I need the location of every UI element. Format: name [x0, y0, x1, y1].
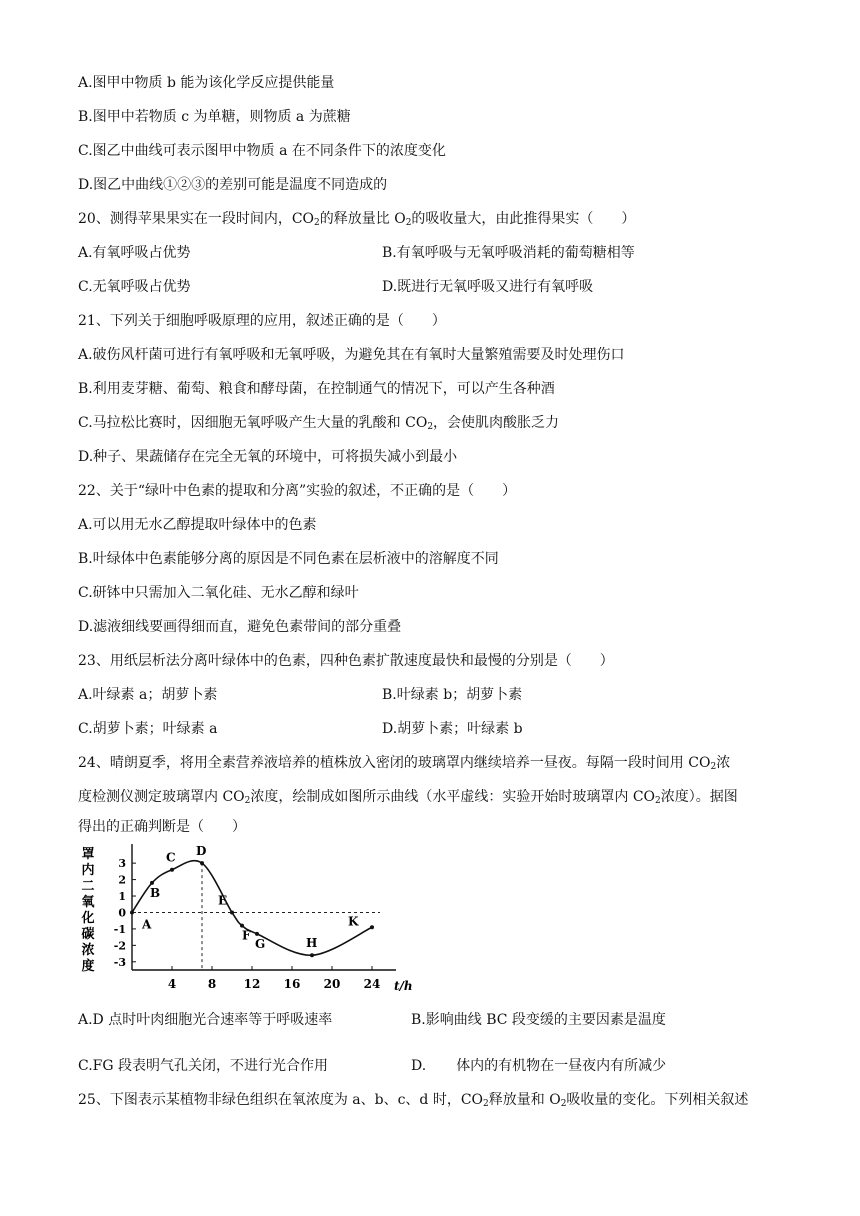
y-tick-label: -2 [113, 939, 126, 953]
point-label-a: A [142, 917, 152, 932]
y-tick-label: 3 [118, 857, 126, 871]
x-tick-label: 12 [243, 977, 261, 991]
q22-option-b: B.叶绿体中色素能够分离的原因是不同色素在层析液中的溶解度不同 [78, 551, 499, 567]
point-c [170, 868, 174, 872]
point-label-e: E [218, 893, 228, 908]
point-label-h: H [306, 936, 318, 951]
point-f [240, 924, 244, 928]
q22-stem: 22、关于“绿叶中色素的提取和分离”实验的叙述，不正确的是（ ） [78, 483, 517, 499]
y-tick-label: 0 [118, 906, 126, 920]
q21-option-b: B.利用麦芽糖、葡萄、粮食和酵母菌，在控制通气的情况下，可以产生各种酒 [78, 381, 555, 397]
y-tick-label: 2 [118, 873, 126, 887]
q25-stem: 25、下图表示某植物非绿色组织在氧浓度为 a、b、c、d 时，$CO_2$释放量和 $O_2$吸收量的变化。下列相关叙述 [78, 1092, 749, 1109]
point-label-f: F [242, 928, 251, 943]
point-label-c: C [166, 850, 176, 865]
q24-stem-line2: 度检测仪测定玻璃罩内 $CO_2$浓度，绘制成如图所示曲线（水平虚线：实验开始时玻璃罩内 $CO_2$浓度）。据图 [78, 789, 738, 806]
point-label-b: B [150, 885, 161, 900]
y-tick-label: -1 [113, 922, 126, 936]
q20-stem: 20、测得苹果果实在一段时间内，$CO_2$的释放量比 $O_2$的吸收量大，由此推得果实（ ） [78, 211, 636, 228]
y-tick-label: 1 [118, 890, 126, 904]
point-k [370, 925, 374, 929]
co2-curve [132, 861, 372, 956]
curve-points [130, 844, 374, 957]
point-d [200, 861, 204, 865]
baseline-dashed [132, 863, 380, 970]
q21-option-a: A.破伤风杆菌可进行有氧呼吸和无氧呼吸，为避免其在有氧时大量繁殖需要及时处理伤口 [78, 347, 625, 363]
point-e [230, 910, 234, 914]
q23-option-d: D.胡萝卜素；叶绿素 b [382, 721, 523, 737]
q20-option-a: A.有氧呼吸占优势 [78, 245, 191, 261]
y-label-char: 罩 [81, 847, 95, 862]
x-axis-label: t/h [394, 979, 413, 993]
q24-option-c: C.FG 段表明气孔关闭，不进行光合作用 [78, 1058, 329, 1074]
q23-stem: 23、用纸层析法分离叶绿体中的色素，四种色素扩散速度最快和最慢的分别是（ ） [78, 653, 614, 669]
q20-option-b: B.有氧呼吸与无氧呼吸消耗的葡萄糖相等 [382, 245, 635, 261]
point-h [310, 953, 314, 957]
co2-concentration-chart [78, 838, 413, 998]
q23-option-a: A.叶绿素 a；胡萝卜素 [78, 687, 218, 703]
x-tick-label: 20 [323, 977, 341, 991]
y-label-char: 化 [81, 911, 95, 926]
q20-option-d: D.既进行无氧呼吸又进行有氧呼吸 [382, 279, 594, 295]
y-axis-label [80, 846, 95, 974]
y-tick-label: -3 [113, 955, 126, 969]
q23-option-b: B.叶绿素 b；胡萝卜素 [382, 687, 523, 703]
point-a [130, 910, 134, 914]
x-tick-label: 8 [207, 977, 217, 991]
q22-option-a: A.可以用无水乙醇提取叶绿体中的色素 [78, 517, 317, 533]
x-tick-label: 24 [363, 977, 381, 991]
q19-option-d: D.图乙中曲线①②③的差别可能是温度不同造成的 [78, 177, 388, 193]
x-tick-label: 4 [167, 977, 177, 991]
point-label-d: D [196, 844, 207, 859]
point-label-g: G [255, 936, 266, 951]
q23-option-c: C.胡萝卜素；叶绿素 a [78, 721, 218, 737]
point-g [255, 932, 259, 936]
y-label-char: 碳 [81, 927, 95, 942]
y-label-char: 内 [81, 863, 95, 878]
point-b [150, 881, 154, 885]
q19-option-b: B.图甲中若物质 c 为单糖，则物质 a 为蔗糖 [78, 109, 351, 125]
q22-option-c: C.研钵中只需加入二氧化硅、无水乙醇和绿叶 [78, 585, 359, 601]
y-label-char: 二 [81, 879, 95, 894]
q22-option-d: D.滤液细线要画得细而直，避免色素带间的部分重叠 [78, 619, 402, 635]
co2-curve-path [132, 861, 372, 956]
q19-option-a: A.图甲中物质 b 能为该化学反应提供能量 [78, 75, 335, 91]
y-label-char: 度 [81, 959, 95, 974]
y-label-char: 氧 [81, 895, 95, 910]
q21-stem: 21、下列关于细胞呼吸原理的应用，叙述正确的是（ ） [78, 313, 446, 329]
x-tick-label: 16 [283, 977, 301, 991]
q24-option-a: A.D 点时叶肉细胞光合速率等于呼吸速率 [78, 1012, 333, 1028]
q24-option-d: D. 体内的有机物在一昼夜内有所减少 [411, 1058, 667, 1074]
q24-stem-line3: 得出的正确判断是（ ） [78, 819, 246, 835]
q24-stem-line1: 24、晴朗夏季，将用全素营养液培养的植株放入密闭的玻璃罩内继续培养一昼夜。每隔一段时间用 $CO_2$浓 [78, 755, 731, 772]
q21-option-d: D.种子、果蔬储存在完全无氧的环境中，可将损失减小到最小 [78, 449, 458, 465]
q21-option-c: C.马拉松比赛时，因细胞无氧呼吸产生大量的乳酸和 $CO_2$，会使肌肉酸胀乏力 [78, 415, 560, 432]
point-label-k: K [348, 914, 359, 929]
q20-option-c: C.无氧呼吸占优势 [78, 279, 191, 295]
q19-option-c: C.图乙中曲线可表示图甲中物质 a 在不同条件下的浓度变化 [78, 143, 446, 159]
q24-option-b: B.影响曲线 BC 段变缓的主要因素是温度 [411, 1012, 666, 1028]
y-label-char: 浓 [81, 943, 95, 958]
